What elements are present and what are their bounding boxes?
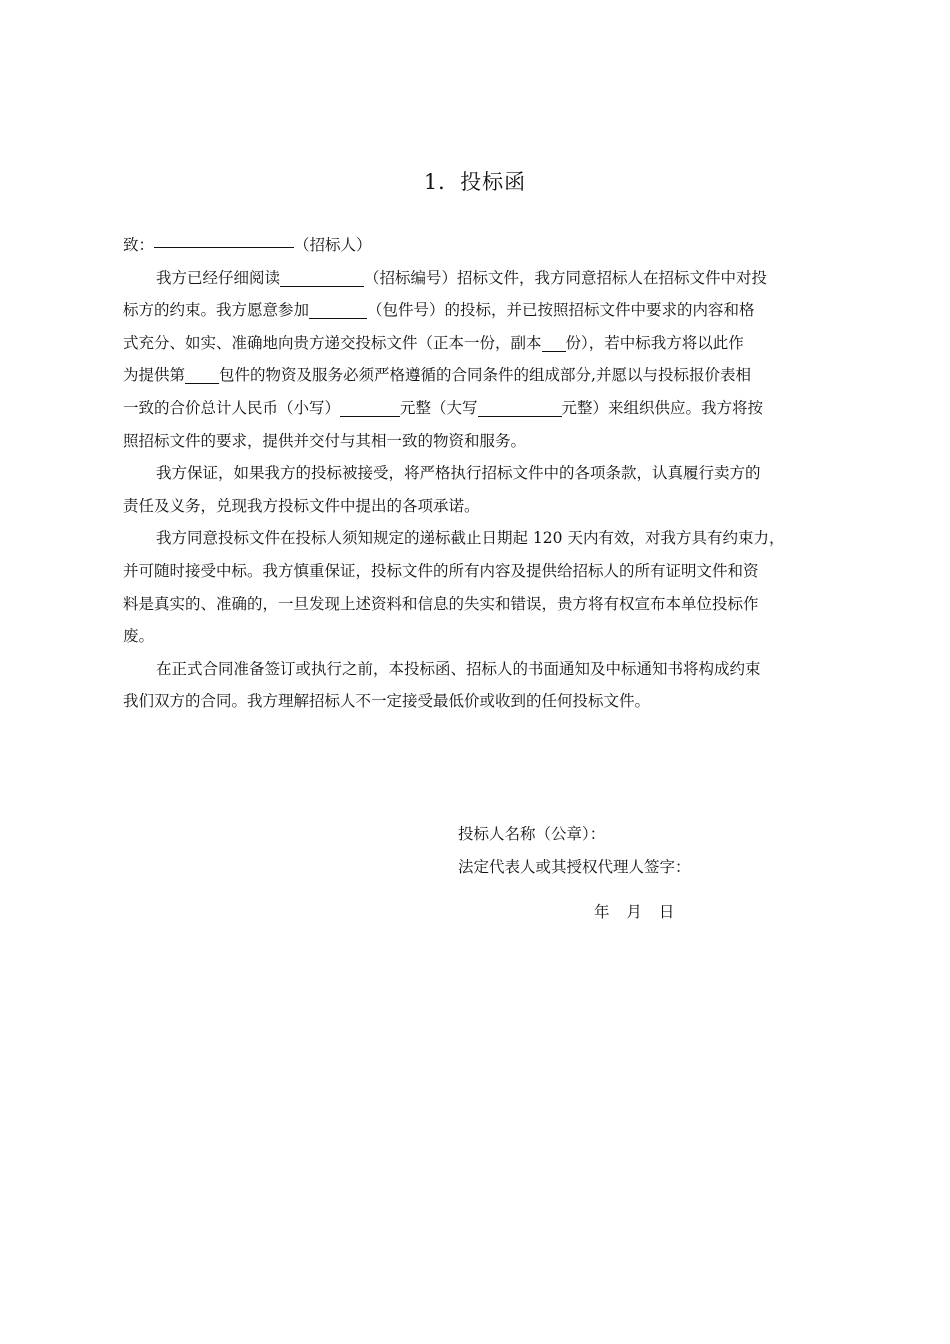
bidder-name-label: 投标人名称（公章）： — [458, 825, 606, 843]
package-item-blank[interactable] — [185, 365, 219, 384]
paragraph-2-line-2: 责任及义务，兑现我方投标文件中提出的各项承诺。 — [123, 496, 480, 515]
paragraph-1-line-3: 式充分、如实、准确地向贵方递交投标文件（正本一份，副本 份），若中标我方将以此作 — [123, 333, 744, 352]
paragraph-4-line-1: 在正式合同准备签订或执行之前，本投标函、招标人的书面通知及中标通知书将构成约束 — [156, 659, 761, 678]
representative-signature-label: 法定代表人或其授权代理人签字： — [458, 858, 691, 876]
paragraph-1-line-2: 标方的约束。我方愿意参加 （包件号）的投标，并已按照招标文件中要求的内容和格 — [123, 301, 755, 320]
document-title: 1．投标函 — [423, 170, 527, 194]
paragraph-3-line-1: 我方同意投标文件在投标人须知规定的递标截止日期起 120 天内有效，对我方具有约束力， — [156, 529, 785, 548]
amount-figures-blank[interactable] — [340, 398, 400, 417]
paragraph-1-line-4: 为提供第 包件的物资及服务必须严格遵循的合同条件的组成部分,并愿以与投标报价表相 — [123, 366, 751, 385]
copies-blank[interactable] — [542, 333, 566, 352]
package-number-blank[interactable] — [309, 300, 367, 319]
date-line: 年 月 日 — [594, 903, 675, 921]
salutation — [123, 229, 811, 262]
amount-words-blank[interactable] — [478, 398, 562, 417]
paragraph-3-line-4: 废。 — [123, 627, 155, 646]
paragraph-3-line-3: 料是真实的、准确的，一旦发现上述资料和信息的失实和错误，贵方将有权宣布本单位投标作 — [123, 594, 759, 613]
paragraph-1-line-1: 我方已经仔细阅读 （招标编号）招标文件，我方同意招标人在招标文件中对投 — [156, 268, 768, 287]
tender-number-blank[interactable] — [280, 268, 364, 287]
paragraph-1-line-6: 照招标文件的要求，提供并交付与其相一致的物资和服务。 — [123, 431, 527, 450]
tenderer-blank[interactable] — [154, 229, 294, 248]
salutation-suffix: （招标人） — [294, 236, 372, 254]
paragraph-2-line-1: 我方保证，如果我方的投标被接受，将严格执行招标文件中的各项条款，认真履行卖方的 — [156, 464, 761, 483]
letter-body — [123, 229, 811, 718]
paragraph-3-line-2: 并可随时接受中标。我方慎重保证，投标文件的所有内容及提供给招标人的所有证明文件和资 — [123, 561, 759, 580]
paragraph-1-line-5: 一致的合价总计人民币（小写） 元整（大写 元整）来组织供应。我方将按 — [123, 398, 764, 417]
paragraph-4-line-2: 我们双方的合同。我方理解招标人不一定接受最低价或收到的任何投标文件。 — [123, 692, 651, 711]
salutation-prefix: 致： — [123, 236, 155, 254]
